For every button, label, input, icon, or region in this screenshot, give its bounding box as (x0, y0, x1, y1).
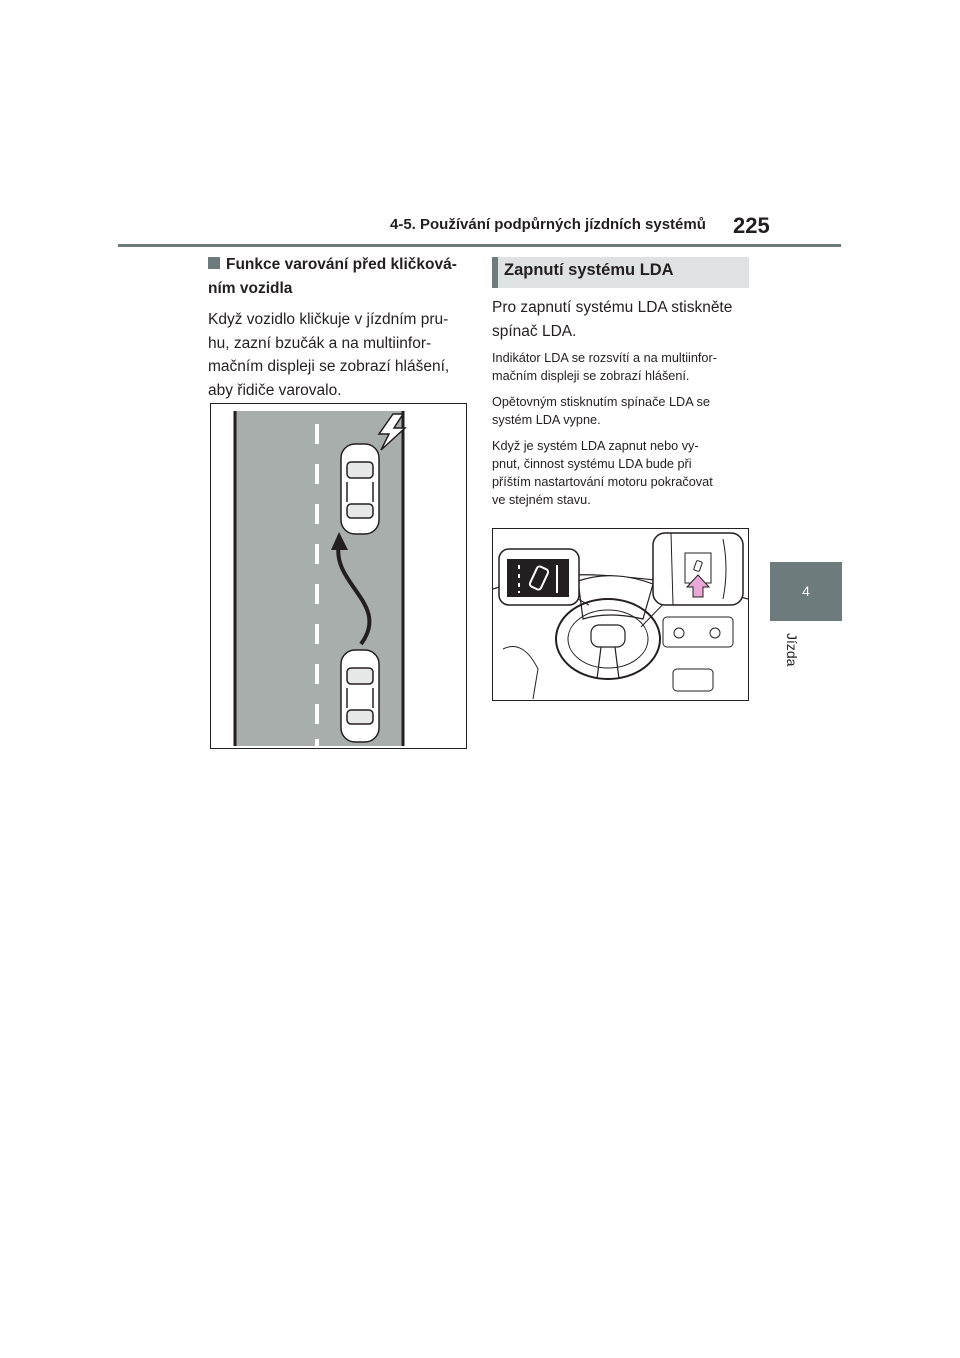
center-console (663, 617, 733, 647)
note-line: Indikátor LDA se rozsvítí a na multiinfor- (492, 351, 717, 365)
section-heading-lda-on (492, 257, 749, 288)
note-switch-off (492, 393, 754, 429)
weaving-vehicle-illustration (210, 403, 467, 749)
lda-indicator-display (507, 559, 569, 597)
weaving-warning-paragraph (208, 308, 470, 402)
paragraph-line: Pro zapnutí systému LDA stiskněte (492, 299, 733, 316)
header-section-title: 4-5. Používání podpůrných jízdních systémů (390, 216, 706, 233)
note-line: ve stejném stavu. (492, 493, 591, 507)
subheading-weaving-warning (208, 253, 470, 301)
section-heading-text: Zapnutí systému LDA (504, 261, 674, 279)
car-top (341, 444, 379, 534)
paragraph-line: spínač LDA. (492, 322, 577, 340)
paragraph-line: aby řidiče varovalo. (208, 381, 342, 399)
chapter-name: Jízda (784, 633, 800, 667)
note-line: systém LDA vypne. (492, 413, 601, 427)
chapter-name-vertical (782, 633, 804, 673)
subheading-line-2: ním vozidla (208, 280, 293, 297)
paragraph-line: Když vozidlo kličkuje v jízdním pru- (208, 311, 449, 328)
steering-hub (591, 625, 625, 647)
note-indicator (492, 349, 754, 385)
note-line: pnut, činnost systému LDA bude při (492, 457, 692, 471)
header-divider (118, 244, 841, 247)
note-line: Když je systém LDA zapnut nebo vy- (492, 439, 699, 453)
chapter-tab (770, 562, 842, 621)
square-bullet-icon (208, 257, 220, 269)
heading-accent-bar (492, 257, 498, 288)
lda-switch-illustration (492, 528, 749, 701)
lda-on-paragraph (492, 296, 752, 343)
paragraph-line: mačním displeji se zobrazí hlášení, (208, 358, 450, 375)
note-line: Opětovným stisknutím spínače LDA se (492, 395, 710, 409)
subheading-line-1: Funkce varování před kličková- (226, 256, 457, 273)
instrument-cluster (578, 576, 653, 619)
paragraph-line: hu, zazní bzučák a na multiinfor- (208, 334, 432, 352)
note-state-memory (492, 437, 754, 509)
note-line: mačním displeji se zobrazí hlášení. (492, 369, 690, 383)
car-bottom (341, 650, 379, 742)
chapter-number: 4 (802, 583, 810, 599)
page-number: 225 (733, 213, 770, 238)
road-diagram (211, 404, 466, 748)
note-line: příštím nastartování motoru pokračovat (492, 475, 713, 489)
dashboard-diagram (493, 529, 748, 700)
